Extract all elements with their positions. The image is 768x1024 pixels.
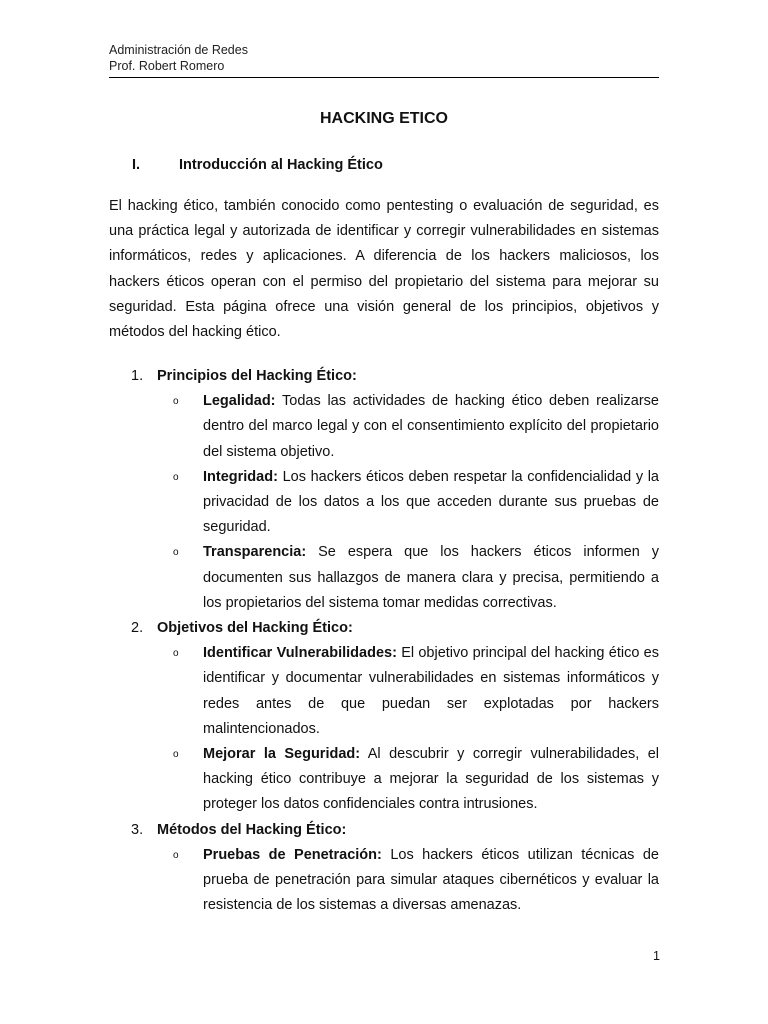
- sub-item-text: Al descubrir y corregir vulnerabilidades, el hacking ético contribuye a mejorar la seguridad de los sistemas y proteger los datos confidenciales contra intrusiones.: [203, 746, 659, 813]
- sub-item-term: Identificar Vulnerabilidades:: [203, 645, 397, 662]
- section-heading: [132, 154, 652, 176]
- document-title: HACKING ETICO: [320, 110, 448, 127]
- sub-item-text: Todas las actividades de hacking ético deben realizarse dentro del marco legal y con el consentimiento explícito del propietario del sistema objetivo.: [203, 393, 659, 460]
- list-item-number: 2.: [131, 620, 144, 637]
- header-professor: Prof. Robert Romero: [109, 59, 225, 73]
- sub-item-term: Integridad:: [203, 468, 278, 485]
- sub-item-term: Transparencia:: [203, 544, 307, 561]
- sub-item: [173, 641, 659, 742]
- sub-item-term: Mejorar la Seguridad:: [203, 746, 361, 763]
- list-item-title: Objetivos del Hacking Ético:: [157, 620, 353, 637]
- page-number: 1: [653, 949, 660, 963]
- numbered-list: [109, 364, 659, 918]
- list-item-heading: [109, 364, 659, 389]
- intro-paragraph: El hacking ético, también conocido como pentesting o evaluación de seguridad, es una práctica legal y autorizada de identificar y corregir vulnerabilidades en sistemas informáticos, redes y aplicaciones. A diferencia de los hackers maliciosos, los hackers éticos operan con el permiso del propietario del sistema para mejorar su seguridad. Esta página ofrece una visión general de los principios, objetivos y métodos del hacking ético.: [109, 198, 659, 341]
- list-item: [109, 364, 659, 616]
- circle-bullet-icon: o: [173, 749, 179, 761]
- sub-item: [173, 389, 659, 465]
- sub-item-term: Legalidad:: [203, 393, 276, 410]
- sub-item-text: Los hackers éticos deben respetar la confidencialidad y la privacidad de los datos a los que acceden durante sus pruebas de seguridad.: [203, 468, 659, 536]
- list-item-number: 3.: [131, 821, 144, 838]
- page-header: [109, 42, 659, 74]
- header-divider: [109, 77, 659, 78]
- list-item-heading: [109, 616, 659, 641]
- list-item-title: Principios del Hacking Ético:: [157, 368, 357, 384]
- header-course: Administración de Redes: [109, 43, 248, 57]
- circle-bullet-icon: o: [173, 547, 179, 559]
- list-item: [109, 616, 659, 818]
- circle-bullet-icon: o: [173, 849, 179, 861]
- sub-item: [173, 540, 659, 616]
- sub-item-text: Se espera que los hackers éticos informen y documenten sus hallazgos de manera clara y precisa, permitiendo a los propietarios del sistema tomar medidas correctivas.: [203, 544, 659, 611]
- sub-item: [173, 742, 659, 818]
- section-number: I.: [132, 157, 141, 173]
- list-item-heading: [109, 818, 659, 843]
- sub-item-text: Los hackers éticos utilizan técnicas de prueba de penetración para simular ataques cibernéticos y evaluar la resistencia de los sistemas a diversas amenazas.: [203, 846, 660, 914]
- circle-bullet-icon: o: [173, 471, 179, 483]
- sub-item-text: El objetivo principal del hacking ético es identificar y documentar vulnerabilidades en sistemas informáticos y redes antes de que puedan ser explotadas por hackers malintencionados.: [203, 645, 659, 737]
- sub-item: [173, 465, 659, 541]
- sub-item: [173, 843, 660, 919]
- section-title: Introducción al Hacking Ético: [179, 157, 383, 173]
- list-item-number: 1.: [131, 368, 144, 384]
- circle-bullet-icon: o: [173, 648, 179, 660]
- circle-bullet-icon: o: [173, 396, 179, 408]
- list-item: [109, 818, 659, 919]
- list-item-title: Métodos del Hacking Ético:: [157, 821, 347, 838]
- sub-item-term: Pruebas de Penetración:: [203, 846, 382, 863]
